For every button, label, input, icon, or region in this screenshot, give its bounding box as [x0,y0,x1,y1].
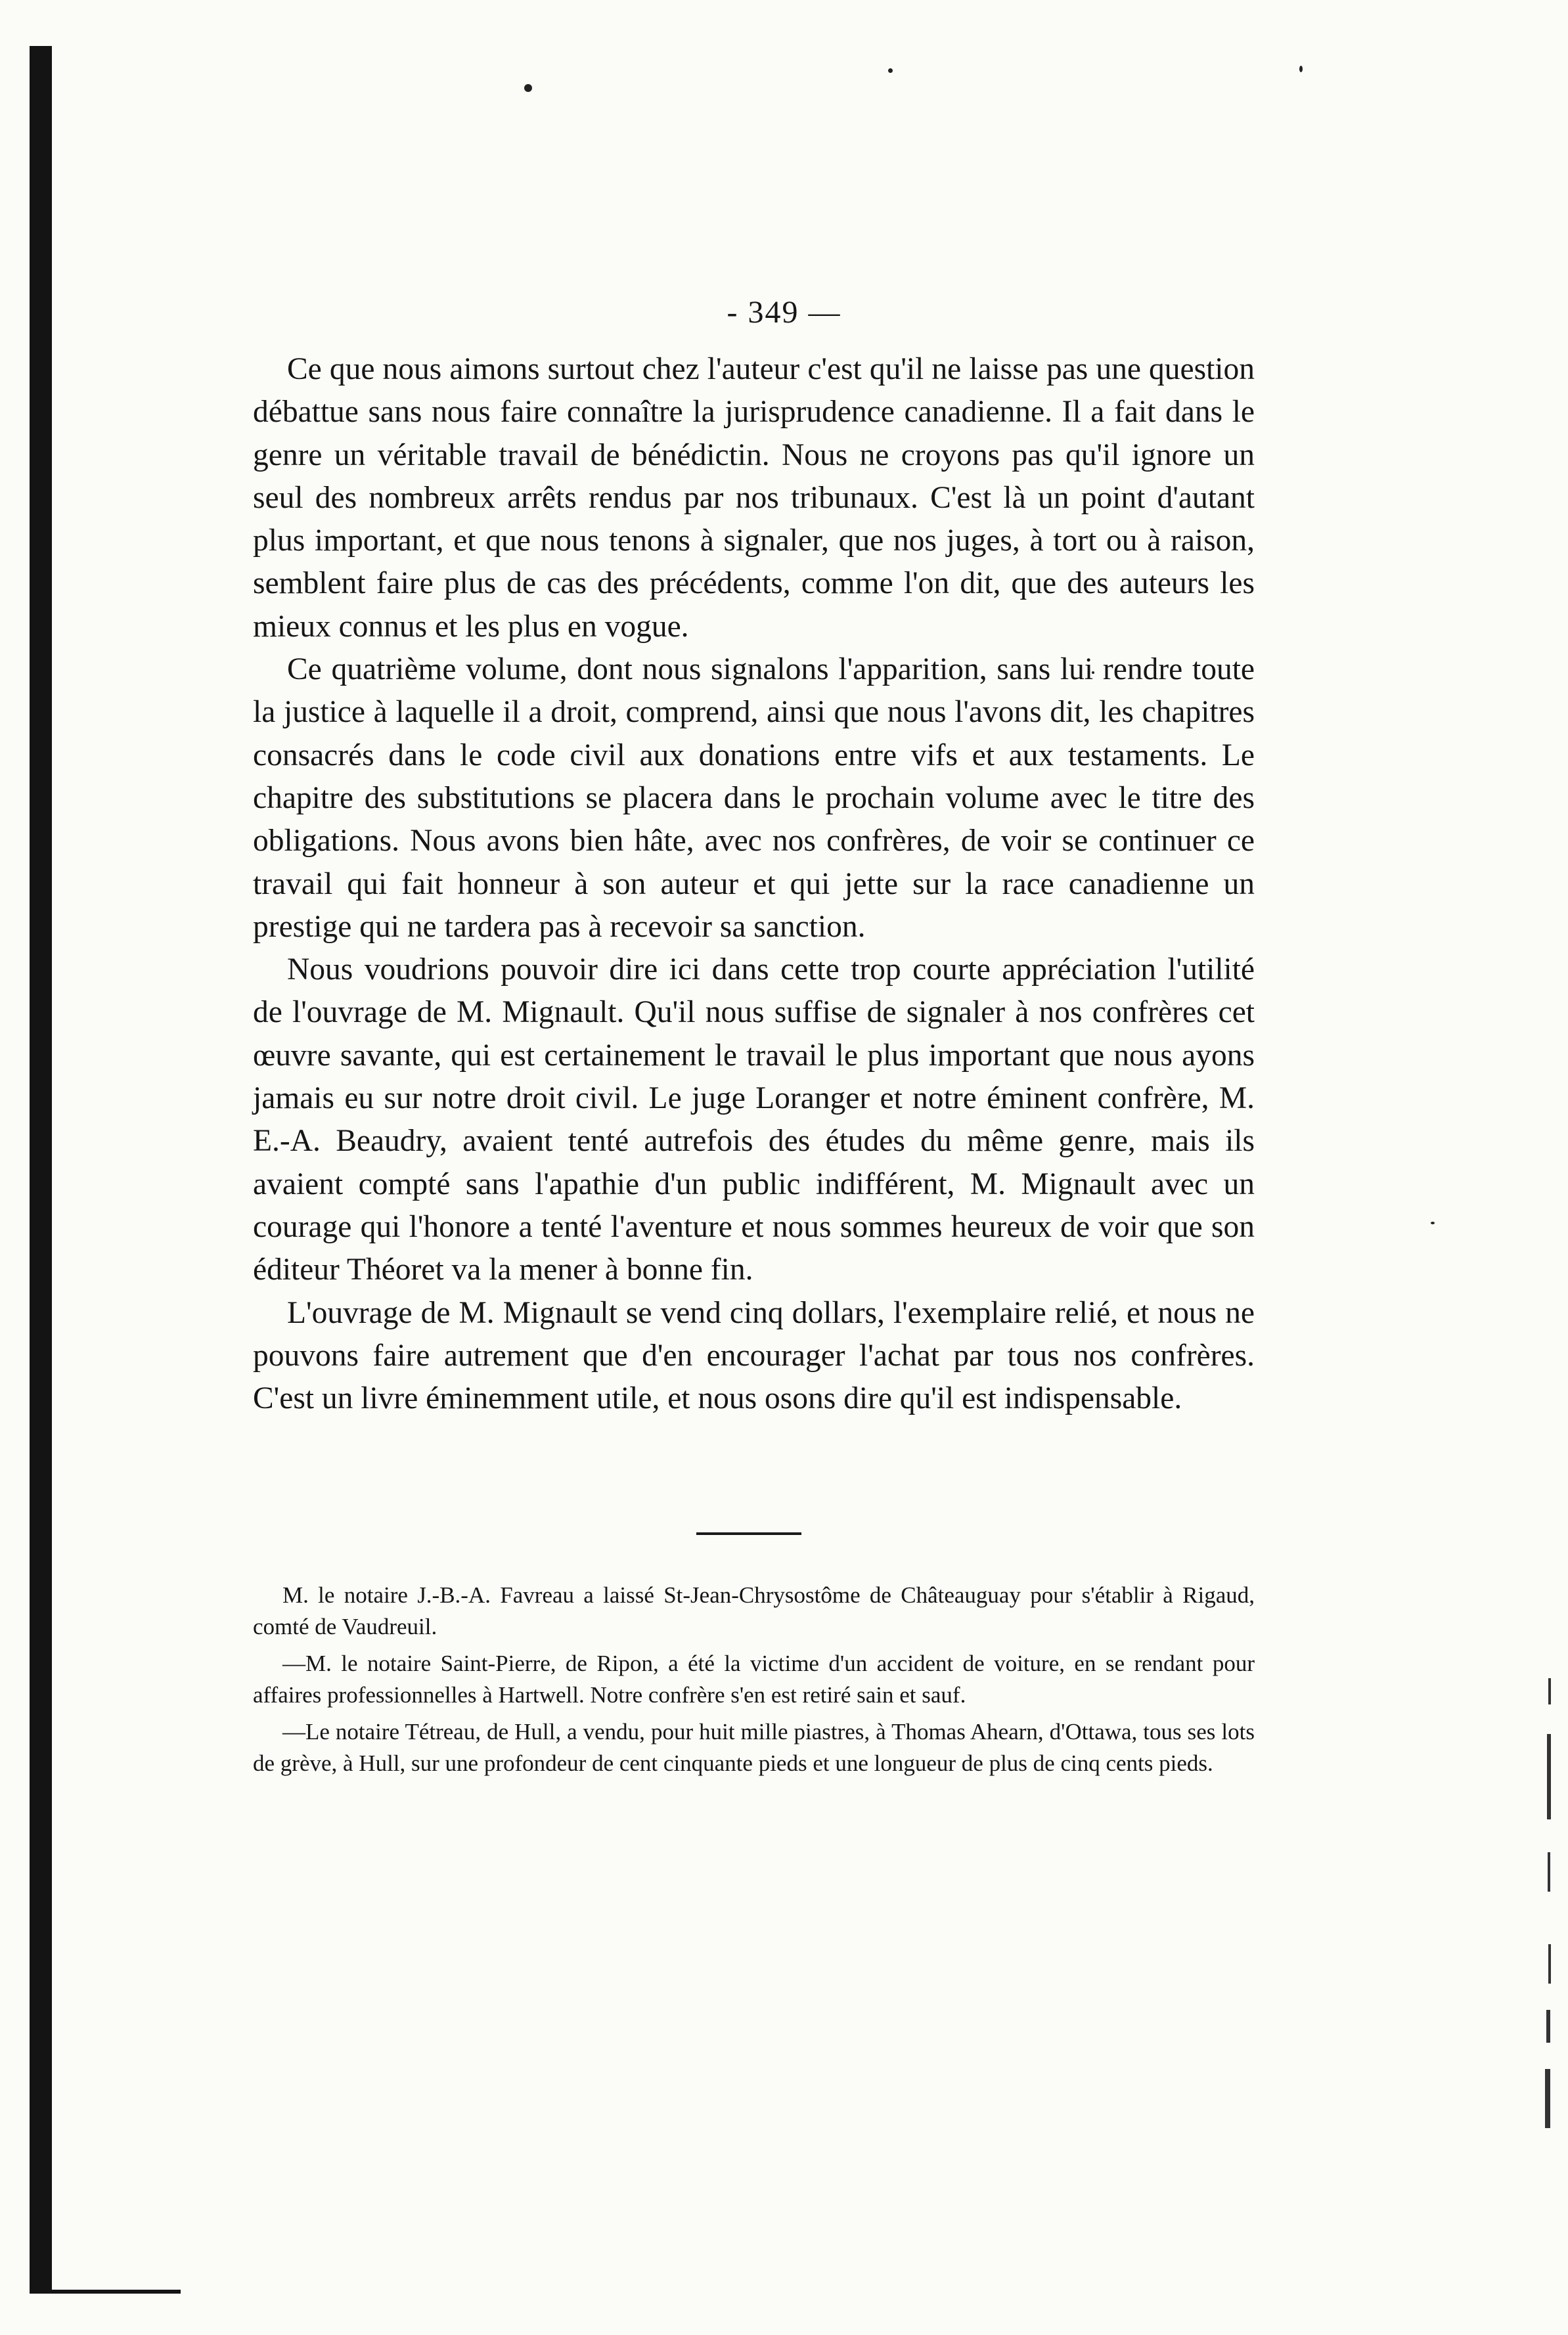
scan-speck [1299,66,1303,72]
scan-edge-mark [1548,1678,1551,1704]
news-note: —Le notaire Tétreau, de Hull, a vendu, pour huit mille piastres, à Thomas Ahearn, d'Ottawa, tous ses lots de grève, à Hull, sur une profondeur de cent cinquante pieds et une longueur de plus de cinq cents pieds. [253,1719,1255,1776]
scan-speck [524,84,532,92]
scan-edge-mark [1547,1734,1551,1819]
scan-binding-edge [30,46,52,2292]
paragraph: Ce quatrième volume, dont nous signalons l'apparition, sans lui rendre toute la justice à laquelle il a droit, comprend, ainsi que nous l'avons dit, les chapitres consacrés dans le code civil aux donations entre vifs et aux testaments. Le chapitre des substitutions se placera dans le prochain volume avec le titre des obligations. Nous avons bien hâte, avec nos confrères, de voir se continuer ce travail qui fait honneur à son auteur et qui jette sur la race canadienne un prestige qui ne tardera pas à recevoir sa sanction. [253,652,1255,944]
section-separator [696,1532,801,1535]
scan-speck [1431,1222,1435,1224]
main-text [253,348,1255,1420]
scan-edge-mark [1548,1944,1551,1984]
paragraph: L'ouvrage de M. Mignault se vend cinq dollars, l'exemplaire relié, et nous ne pouvons faire autrement que d'en encourager l'achat par tous nos confrères. C'est un livre éminemment utile, et nous osons dire qu'il est indispensable. [253,1295,1255,1416]
news-note: M. le notaire J.-B.-A. Favreau a laissé St-Jean-Chrysostôme de Châteauguay pour s'établir à Rigaud, comté de Vaudreuil. [253,1582,1255,1639]
scan-edge-mark [1548,1852,1550,1892]
paragraph: Ce que nous aimons surtout chez l'auteur c'est qu'il ne laisse pas une question débattue sans nous faire connaître la jurisprudence canadienne. Il a fait dans le genre un véritable travail de bénédictin. Nous ne croyons pas qu'il ignore un seul des nombreux arrêts rendus par nos tribunaux. C'est là un point d'autant plus important, et que nous tenons à signaler, que nos juges, à tort ou à raison, semblent faire plus de cas des précédents, comme l'on dit, que des auteurs les mieux connus et les plus en vogue. [253,352,1255,644]
page-number: - 349 — [727,295,841,330]
scan-edge-mark [1545,2069,1550,2128]
news-notes [253,1580,1255,1785]
scan-speck [888,68,893,73]
scan-binding-foot [30,2290,181,2294]
news-note: —M. le notaire Saint-Pierre, de Ripon, a été la victime d'un accident de voiture, en se rendant pour affaires professionnelles à Hartwell. Notre confrère s'en est retiré sain et sauf. [253,1651,1255,1708]
scan-edge-mark [1546,2010,1550,2043]
paragraph: Nous voudrions pouvoir dire ici dans cette trop courte appréciation l'utilité de l'ouvrage de M. Mignault. Qu'il nous suffise de signaler à nos confrères cet œuvre savante, qui est certainement le travail le plus important que nous ayons jamais eu sur notre droit civil. Le juge Loranger et notre éminent confrère, M. E.-A. Beaudry, avaient tenté autrefois des études du même genre, mais ils avaient compté sans l'apathie d'un public indifférent, M. Mignault avec un courage qui l'honore a tenté l'aventure et nous sommes heureux de voir que son éditeur Théoret va la mener à bonne fin. [253,952,1255,1287]
